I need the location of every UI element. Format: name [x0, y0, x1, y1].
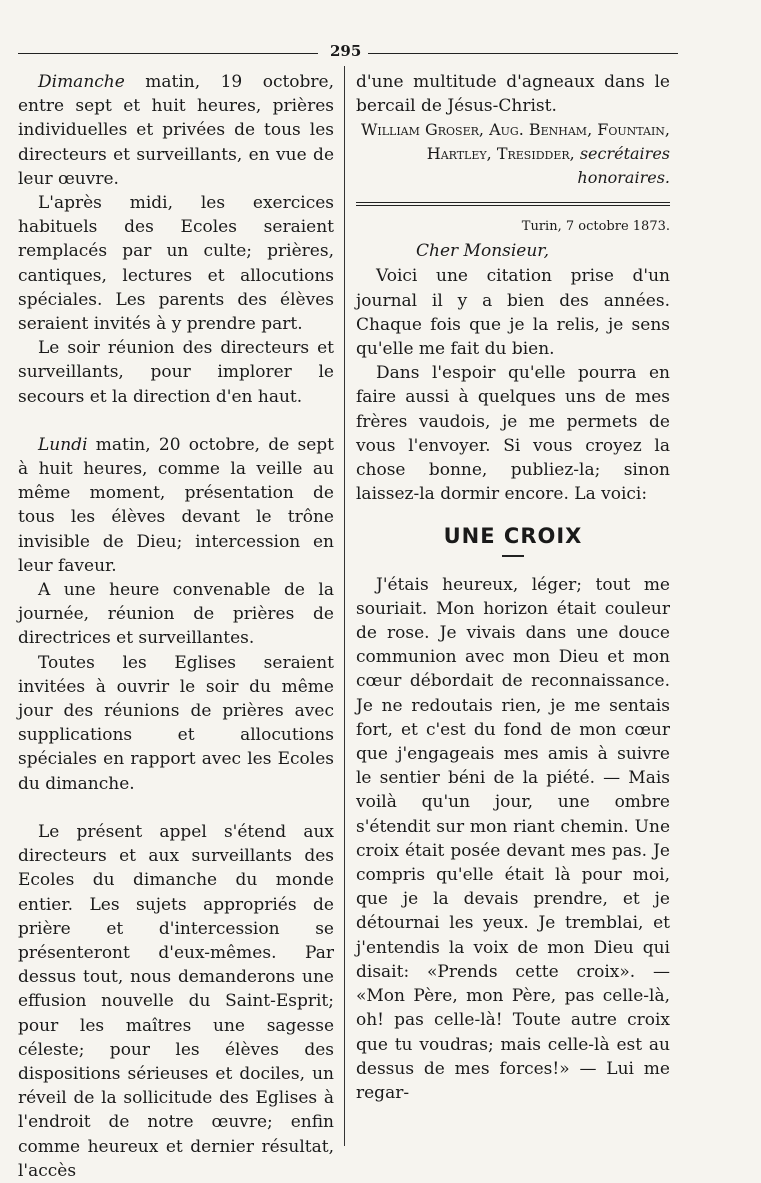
letter-paragraph-2: Dans l'espoir qu'elle pourra en faire aussi à quelques uns de mes frères vaudois, je me permets de vous l'envoyer. Si vous croyez la chose bonne, publiez-la; sinon laissez-la dormir encore. La voici: — [356, 363, 670, 505]
signature-names: William Groser, Aug. Benham, Fountain, Hartley, Tresidder, — [360, 120, 670, 164]
left-column — [18, 70, 334, 1183]
paragraph-apres-midi: L'après midi, les exercices habituels des Ecoles seraient remplacés par un culte; prières, cantiques, lectures et allocutions spéciales. Les parents des élèves seraient invités à y prendre part. — [18, 193, 334, 335]
paragraph-continuation: d'une multitude d'agneaux dans le bercail de Jésus-Christ. — [356, 72, 670, 117]
letter-paragraph-1: Voici une citation prise d'un journal il y a bien des années. Chaque fois que je la relis, je sens qu'elle me fait du bien. — [356, 266, 670, 360]
paragraph-text: matin, 20 octobre, de sept à huit heures, comme la veille au même moment, présentation de tous les élèves devant le trône invisible de Dieu; intercession en leur faveur. — [18, 434, 334, 576]
paragraph-present-appel: Le présent appel s'étend aux directeurs et aux surveillants des Ecoles du dimanche du monde entier. Les sujets appropriés de prière et d'intercession se présenteront d'eux-mêmes. Par dessus tout, nous demanderons une effusion nouvelle du Saint-Esprit; pour les maîtres une sagesse céleste; pour les élèves des dispositions sérieuses et dociles, un réveil de la sollicitude des Eglises à l'endroit de notre œuvre; enfin comme heureux et dernier résultat, l'accès — [18, 821, 334, 1181]
header-rule-right — [368, 53, 678, 54]
section-separator — [356, 202, 670, 206]
paragraph-text: matin, 19 octobre, entre sept et huit heures, prières individuelles et privées de tous les directeurs et surveillants, en vue de leur œuvre. — [18, 72, 334, 189]
story-paragraph: J'étais heureux, léger; tout me souriait. Mon horizon était couleur de rose. Je vivais dans une douce communion avec mon Dieu et mon cœur débordait de reconnaissance. Je ne redoutais rien, je me sentais fort, et c'est du fond de mon cœur que j'engageais mes amis à suivre le sentier béni de la piété. — Mais voilà qu'un jour, une ombre s'étendit sur mon riant chemin. Une croix était posée devant mes pas. Je compris qu'elle était là pour moi, que je la devais prendre, et je détournai les yeux. Je tremblai, et j'entendis la voix de mon Dieu qui disait: «Prends cette croix». — «Mon Père, mon Père, pas celle-là, oh! pas celle-là! Toute autre croix que tu voudras; mais celle-là est au dessus de mes forces!» — Lui me regar- — [356, 574, 670, 1103]
right-column — [356, 70, 670, 1105]
page-header — [18, 42, 678, 62]
signature — [356, 118, 670, 190]
paragraph-dimanche — [18, 70, 334, 191]
article-title: UNE CROIX — [443, 524, 583, 549]
paragraph-lundi — [18, 433, 334, 578]
day-label-lundi: Lundi — [38, 434, 88, 455]
header-rule-left — [18, 53, 318, 54]
paragraph-soir: Le soir réunion des directeurs et surveillants, pour implorer le secours et la direction d'en haut. — [18, 338, 334, 407]
paragraph-eglises: Toutes les Eglises seraient invitées à ouvrir le soir du même jour des réunions de prières avec supplications et allocutions spéciales en rapport avec les Ecoles du dimanche. — [18, 652, 334, 794]
spacer — [18, 796, 334, 820]
day-label-dimanche: Dimanche — [38, 72, 125, 92]
spacer — [18, 409, 334, 433]
signature-label: secrétaires honoraires. — [577, 144, 670, 188]
letter-salutation: Cher Monsieur, — [416, 241, 549, 262]
title-dash — [502, 555, 524, 557]
paragraph-heure-convenable: A une heure convenable de la journée, réunion de prières de directrices et surveillantes. — [18, 580, 334, 649]
page-number: 295 — [330, 42, 362, 60]
column-divider — [344, 66, 345, 1146]
letter-date: Turin, 7 octobre 1873. — [521, 219, 670, 235]
